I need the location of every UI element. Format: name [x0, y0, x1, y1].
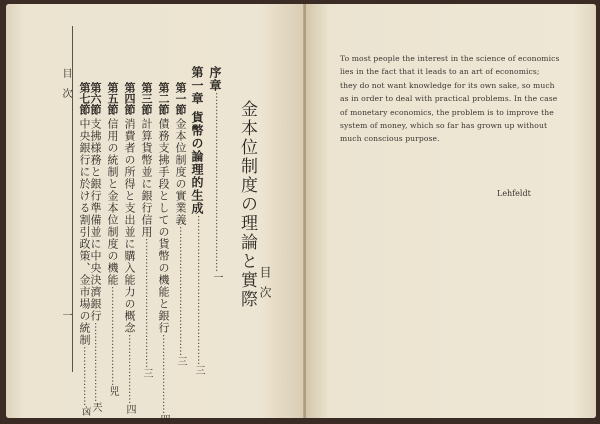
- toc-leader-dots: ……………………: [160, 334, 171, 414]
- toc-page-number: 㐫: [79, 406, 90, 416]
- toc-entry-section-3: [138, 82, 154, 378]
- toc-section-title: 信用の統制と金本位制度の機能: [106, 118, 119, 286]
- toc-leader-dots: ……………………: [92, 322, 103, 402]
- toc-leader-dots: …………………………………: [143, 238, 154, 368]
- toc-leader-dots: …………………………: [109, 286, 120, 386]
- toc-leader-dots: ………………………………………: [195, 215, 206, 365]
- toc-entry-heading: 序章: [208, 66, 222, 92]
- running-footer-title: 目 次: [60, 68, 71, 98]
- toc-section-number: 第六節: [89, 82, 102, 115]
- toc-section-number: 第五節: [106, 82, 119, 115]
- toc-section-title: 消費者の所得と支出並に購入能力の概念: [123, 118, 136, 334]
- toc-page-number: 四: [124, 404, 135, 414]
- toc-leader-dots: ………………: [81, 346, 92, 406]
- epigraph-line: lies in the fact that it leads to an art of economics;: [340, 67, 540, 77]
- toc-leader-dots: ………………………………………………: [213, 92, 224, 272]
- toc-entry-section-2: [155, 82, 171, 424]
- toc-section-title: 支拂様務と銀行準備並に中央決濟銀行: [89, 118, 102, 322]
- epigraph-line: they do not want knowledge for its own sake, so much: [340, 80, 555, 90]
- epigraph-line: of monetary economics, the problem is to improve the: [340, 107, 554, 117]
- toc-page-number: 三: [193, 365, 204, 375]
- toc-entry-preface: [207, 66, 224, 282]
- epigraph: [340, 52, 560, 146]
- toc-entry-chapter-1: [189, 66, 206, 375]
- toc-chapter-title: 貨幣の論理的生成: [190, 111, 204, 215]
- toc-page-number: 兲: [90, 402, 101, 412]
- epigraph-author: Lehfeldt: [497, 189, 531, 198]
- toc-section-title: 債務支拂手段としての貨幣の機能と銀行: [157, 118, 170, 334]
- epigraph-line: much conscious purpose.: [340, 134, 440, 144]
- toc-entry-section-4: [121, 82, 137, 414]
- toc-section-number: 第二節: [157, 82, 170, 115]
- running-footer-page: 一: [60, 310, 71, 320]
- left-page: [6, 4, 304, 424]
- toc-entry-section-1: [172, 82, 188, 366]
- toc-section-number: 第七節: [78, 82, 91, 115]
- toc-page-number: 一: [211, 272, 222, 282]
- toc-section-title: 中央銀行に於ける割引政策、金市場の統制: [78, 118, 91, 346]
- toc-chapter-number: 第一章: [190, 66, 204, 105]
- toc-page-number: 三: [141, 368, 152, 378]
- toc-section-title: 計算貨幣並に銀行信用: [140, 118, 153, 238]
- epigraph-line: system of money, which so far has grown up without: [340, 121, 548, 131]
- toc-page-number: 兕: [107, 386, 118, 396]
- toc-section-number: 第四節: [123, 82, 136, 115]
- epigraph-line: To most people the interest in the science of economics: [340, 54, 560, 63]
- toc-leader-dots: …………………: [126, 334, 137, 404]
- book-title: 金本位制度の理論と實際: [237, 100, 257, 309]
- toc-section-number: 第三節: [140, 82, 153, 115]
- epigraph-line: as in order to deal with practical problems. In the case: [340, 94, 558, 104]
- toc-entry-section-7: [76, 82, 92, 416]
- toc-section-title: 金本位制度の實業義: [174, 118, 187, 226]
- toc-leader-dots: …………………………………: [177, 226, 188, 356]
- toc-section-number: 第一節: [174, 82, 187, 115]
- toc-entry-section-5: [104, 82, 120, 396]
- toc-page-number: 三: [175, 356, 186, 366]
- toc-label: 目次: [258, 266, 272, 306]
- toc-page-number: 四: [158, 414, 169, 424]
